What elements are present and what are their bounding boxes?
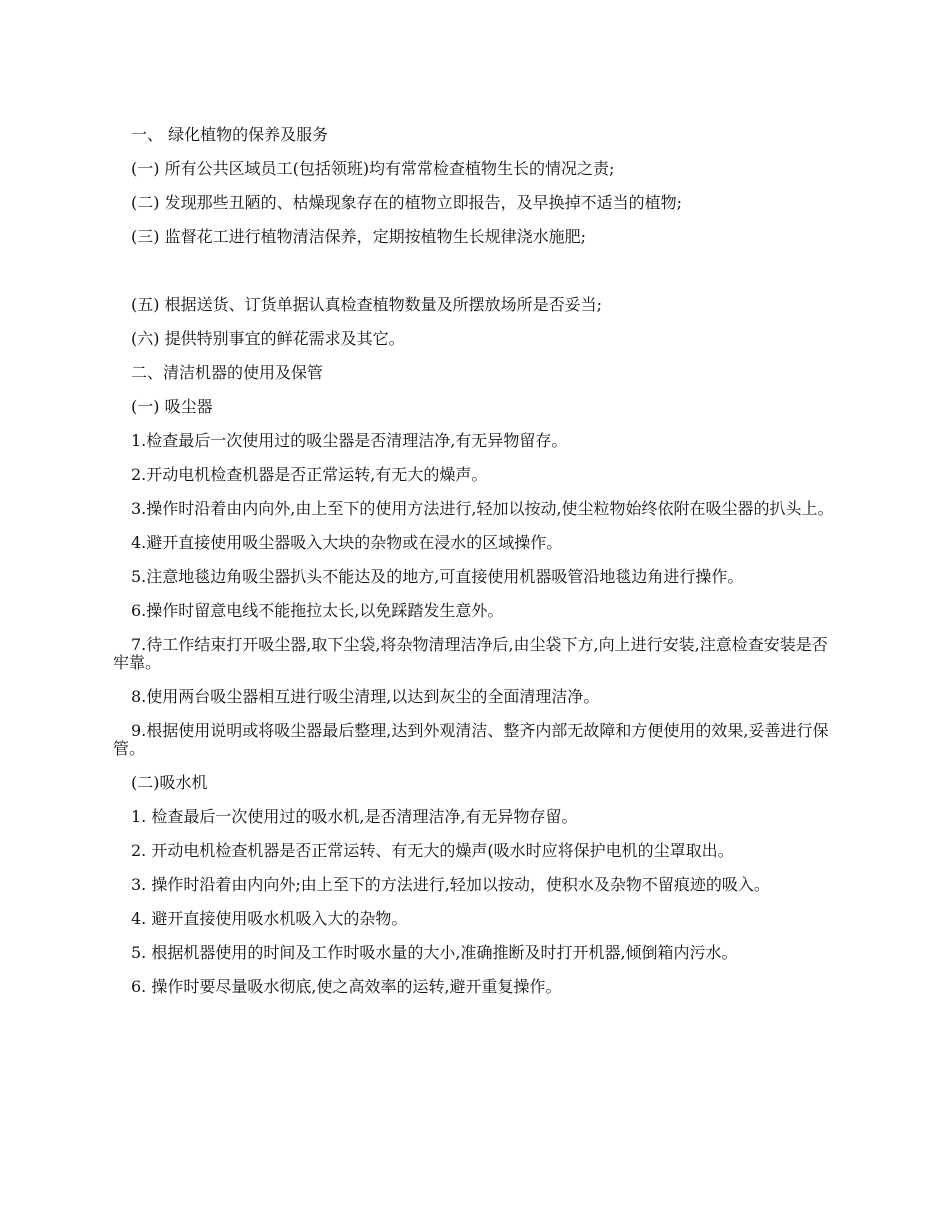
subsection-heading-vacuum: (一) 吸尘器: [131, 397, 213, 416]
document-body: [113, 126, 835, 996]
list-item: 1. 检查最后一次使用过的吸水机,是否清理洁净,有无异物存留。: [131, 807, 578, 826]
list-item: 4. 避开直接使用吸水机吸入大的杂物。: [131, 909, 408, 928]
list-item: (五) 根据送货、订货单据认真检查植物数量及所摆放场所是否妥当;: [131, 295, 602, 314]
list-item: 8.使用两台吸尘器相互进行吸尘清理,以达到灰尘的全面清理洁净。: [131, 687, 600, 706]
list-item: 5.注意地毯边角吸尘器扒头不能达及的地方,可直接使用机器吸管沿地毯边角进行操作。: [131, 567, 744, 586]
list-item: (六) 提供特别事宜的鲜花需求及其它。: [131, 329, 405, 348]
list-item: 6. 操作时要尽量吸水彻底,使之高效率的运转,避开重复操作。: [131, 977, 562, 996]
list-item: (二) 发现那些丑陋的、枯燥现象存在的植物立即报告，及早换掉不适当的植物;: [131, 193, 682, 212]
section-heading-cleaning-machines: 二、清洁机器的使用及保管: [131, 363, 324, 382]
list-item: 2.开动电机检查机器是否正常运转,有无大的燥声。: [131, 465, 488, 484]
list-item: 2. 开动电机检查机器是否正常运转、有无大的燥声(吸水时应将保护电机的尘罩取出。: [131, 841, 734, 860]
subsection-heading-water-vacuum: (二)吸水机: [131, 773, 208, 792]
list-item: 4.避开直接使用吸尘器吸入大块的杂物或在浸水的区域操作。: [131, 533, 563, 552]
section-heading-greenery: 一、 绿化植物的保养及服务: [131, 125, 329, 144]
list-item: 7.待工作结束打开吸尘器,取下尘袋,将杂物清理洁净后,由尘袋下方,向上进行安装,注意检查安装是否牢靠。: [113, 635, 828, 672]
list-item: 3.操作时沿着由内向外,由上至下的使用方法进行,轻加以按动,使尘粒物始终依附在吸尘器的扒头上。: [131, 499, 834, 518]
list-item: (一) 所有公共区域员工(包括领班)均有常常检查植物生长的情况之责;: [131, 159, 615, 178]
list-item: 5. 根据机器使用的时间及工作时吸水量的大小,准确推断及时打开机器,倾倒箱内污水。: [131, 943, 738, 962]
list-item: 6.操作时留意电线不能拖拉太长,以免踩踏发生意外。: [131, 601, 504, 620]
list-item: 9.根据使用说明或将吸尘器最后整理,达到外观清洁、整齐内部无故障和方便使用的效果,妥善进行保管。: [113, 721, 829, 758]
list-item: 3. 操作时沿着由内向外;由上至下的方法进行,轻加以按动，使积水及杂物不留痕迹的吸入。: [131, 875, 770, 894]
list-item: (三) 监督花工进行植物清洁保养，定期按植物生长规律浇水施肥;: [131, 227, 586, 246]
list-item: 1.检查最后一次使用过的吸尘器是否清理洁净,有无异物留存。: [131, 431, 568, 450]
